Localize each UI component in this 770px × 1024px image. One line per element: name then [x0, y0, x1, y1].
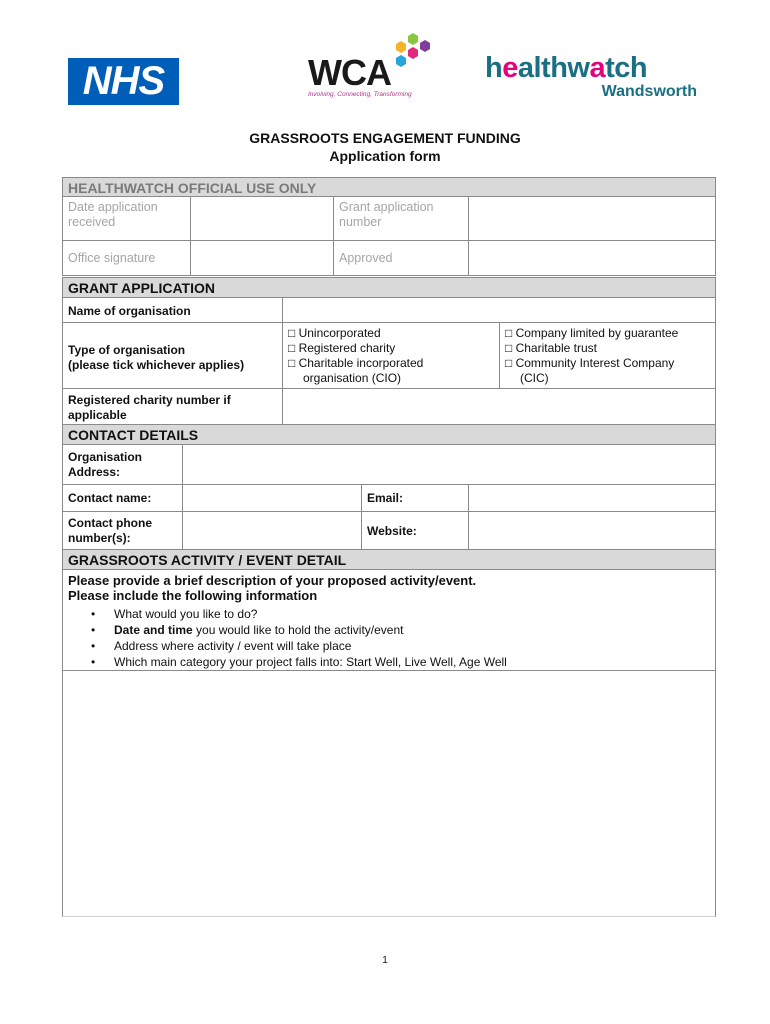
office-signature-field[interactable] [190, 240, 334, 276]
list-item: • Address where activity / event will take place [68, 638, 710, 654]
wca-logo [300, 30, 440, 105]
contact-name-field[interactable] [182, 484, 362, 512]
grant-application-heading: GRANT APPLICATION [62, 277, 716, 298]
contact-name-label: Contact name: [62, 484, 183, 512]
org-address-field[interactable] [182, 444, 716, 485]
activity-detail-heading: GRASSROOTS ACTIVITY / EVENT DETAIL [62, 549, 716, 570]
nhs-logo: NHS [68, 58, 179, 105]
healthwatch-logo [485, 52, 705, 104]
approved-label: Approved [333, 240, 469, 276]
form-title: GRASSROOTS ENGAGEMENT FUNDING [249, 130, 521, 146]
contact-details-heading: CONTACT DETAILS [62, 424, 716, 445]
date-received-field[interactable] [190, 196, 334, 241]
form-subtitle: Application form [329, 148, 441, 164]
option-cio-cont: organisation (CIO) [303, 371, 402, 385]
activity-bullets [68, 606, 710, 670]
org-name-label: Name of organisation [62, 297, 283, 323]
list-item: • Date and time you would like to hold the activity/event [68, 622, 710, 638]
wca-wordmark: WCA [308, 52, 391, 93]
activity-instructions [62, 569, 716, 671]
website-label: Website: [361, 511, 469, 550]
option-cio[interactable]: □ Charitable incorporated [288, 356, 424, 370]
org-address-label: Organisation Address: [62, 444, 183, 485]
grant-number-label: Grant application number [333, 196, 469, 241]
official-use-heading: HEALTHWATCH OFFICIAL USE ONLY [62, 177, 716, 197]
option-unincorporated[interactable]: □ Unincorporated [288, 326, 381, 340]
approved-field[interactable] [468, 240, 716, 276]
option-cic[interactable]: □ Community Interest Company [505, 356, 675, 370]
contact-phone-label: Contact phone number(s): [62, 511, 183, 550]
contact-phone-field[interactable] [182, 511, 362, 550]
date-received-label: Date application received [62, 196, 191, 241]
list-item: • What would you like to do? [68, 606, 710, 622]
office-signature-label: Office signature [62, 240, 191, 276]
website-field[interactable] [468, 511, 716, 550]
option-charitable-trust[interactable]: □ Charitable trust [505, 341, 597, 355]
activity-description-field[interactable] [62, 670, 716, 917]
charity-number-field[interactable] [282, 388, 716, 425]
wca-tagline: Involving, Connecting, Transforming [308, 91, 412, 98]
grant-number-field[interactable] [468, 196, 716, 241]
healthwatch-wordmark: healthwatch [485, 52, 648, 84]
list-item: • Which main category your project falls into: Start Well, Live Well, Age Well [68, 654, 710, 670]
activity-intro-1: Please provide a brief description of your proposed activity/event. [68, 573, 477, 588]
option-cic-cont: (CIC) [520, 371, 549, 385]
option-company-limited[interactable]: □ Company limited by guarantee [505, 326, 679, 340]
email-label: Email: [361, 484, 469, 512]
org-name-field[interactable] [282, 297, 716, 323]
org-type-options-left[interactable] [282, 322, 500, 389]
org-type-options-right[interactable] [499, 322, 716, 389]
charity-number-label: Registered charity number if applicable [62, 388, 283, 425]
org-type-label: Type of organisation (please tick whichever applies) [62, 322, 283, 389]
healthwatch-location: Wandsworth [601, 83, 697, 100]
activity-intro-2: Please include the following information [68, 588, 318, 603]
page-number: 1 [382, 955, 388, 966]
option-registered-charity[interactable]: □ Registered charity [288, 341, 396, 355]
email-field[interactable] [468, 484, 716, 512]
